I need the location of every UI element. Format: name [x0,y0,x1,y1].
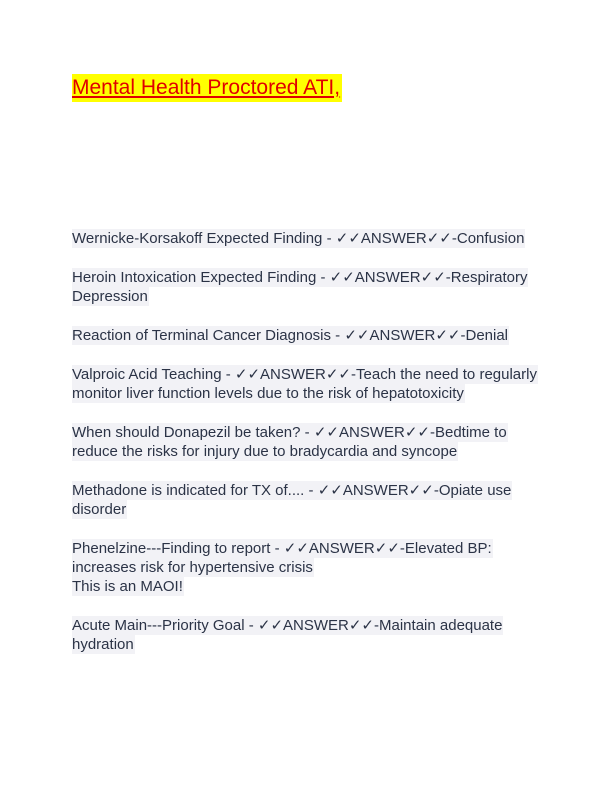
qa-item: Acute Main---Priority Goal - ✓✓ANSWER✓✓-Maintain adequate hydration [72,617,503,653]
qa-item: Phenelzine---Finding to report - ✓✓ANSWER✓✓-Elevated BP: increases risk for hypertensive crisis This is an MAOI! [72,540,492,595]
answer-marker: ✓✓ANSWER✓✓ [257,617,375,634]
question-text: Valproic Acid Teaching [72,366,222,383]
answer-text: Elevated BP: increases risk for hypertensive crisis [72,540,492,576]
qa-item: Methadone is indicated for TX of.... - ✓✓ANSWER✓✓-Opiate use disorder [72,482,512,518]
qa-item: Valproic Acid Teaching - ✓✓ANSWER✓✓-Teach the need to regularly monitor liver function levels due to the risk of hepatotoxicity [72,366,537,402]
question-text: Heroin Intoxication Expected Finding [72,269,317,286]
qa-list [72,229,550,674]
answer-marker: ✓✓ANSWER✓✓ [344,327,461,344]
document-title: Mental Health Proctored ATI, [72,74,342,102]
question-text: Reaction of Terminal Cancer Diagnosis [72,327,332,344]
answer-text: Bedtime to reduce the risks for injury due to bradycardia and syncope [72,424,507,460]
answer-marker: ✓✓ANSWER✓✓ [313,424,430,441]
question-text: Methadone is indicated for TX of.... [72,482,305,499]
answer-text: Confusion [456,230,525,247]
question-text: Phenelzine---Finding to report [72,540,271,557]
answer-marker: ✓✓ANSWER✓✓ [329,269,446,286]
answer-text: Maintain adequate hydration [72,617,503,653]
qa-item: When should Donapezil be taken? - ✓✓ANSWER✓✓-Bedtime to reduce the risks for injury due to bradycardia and syncope [72,424,507,460]
question-text: When should Donapezil be taken? [72,424,301,441]
answer-marker: ✓✓ANSWER✓✓ [283,540,400,557]
qa-item: Heroin Intoxication Expected Finding - ✓✓ANSWER✓✓-Respiratory Depression [72,269,528,305]
question-text: Acute Main---Priority Goal [72,617,245,634]
answer-text: Teach the need to regularly monitor liver function levels due to the risk of hepatotoxicity [72,366,537,402]
qa-item: Wernicke-Korsakoff Expected Finding - ✓✓ANSWER✓✓-Confusion [72,230,525,247]
question-text: Wernicke-Korsakoff Expected Finding [72,230,323,247]
answer-marker: ✓✓ANSWER✓✓ [317,482,434,499]
answer-marker: ✓✓ANSWER✓✓ [234,366,352,383]
answer-note: This is an MAOI! [72,578,183,595]
answer-text: Respiratory Depression [72,269,528,305]
qa-item: Reaction of Terminal Cancer Diagnosis - ✓✓ANSWER✓✓-Denial [72,327,509,344]
answer-marker: ✓✓ANSWER✓✓ [335,230,452,247]
answer-text: Denial [465,327,509,344]
answer-text: Opiate use disorder [72,482,512,518]
